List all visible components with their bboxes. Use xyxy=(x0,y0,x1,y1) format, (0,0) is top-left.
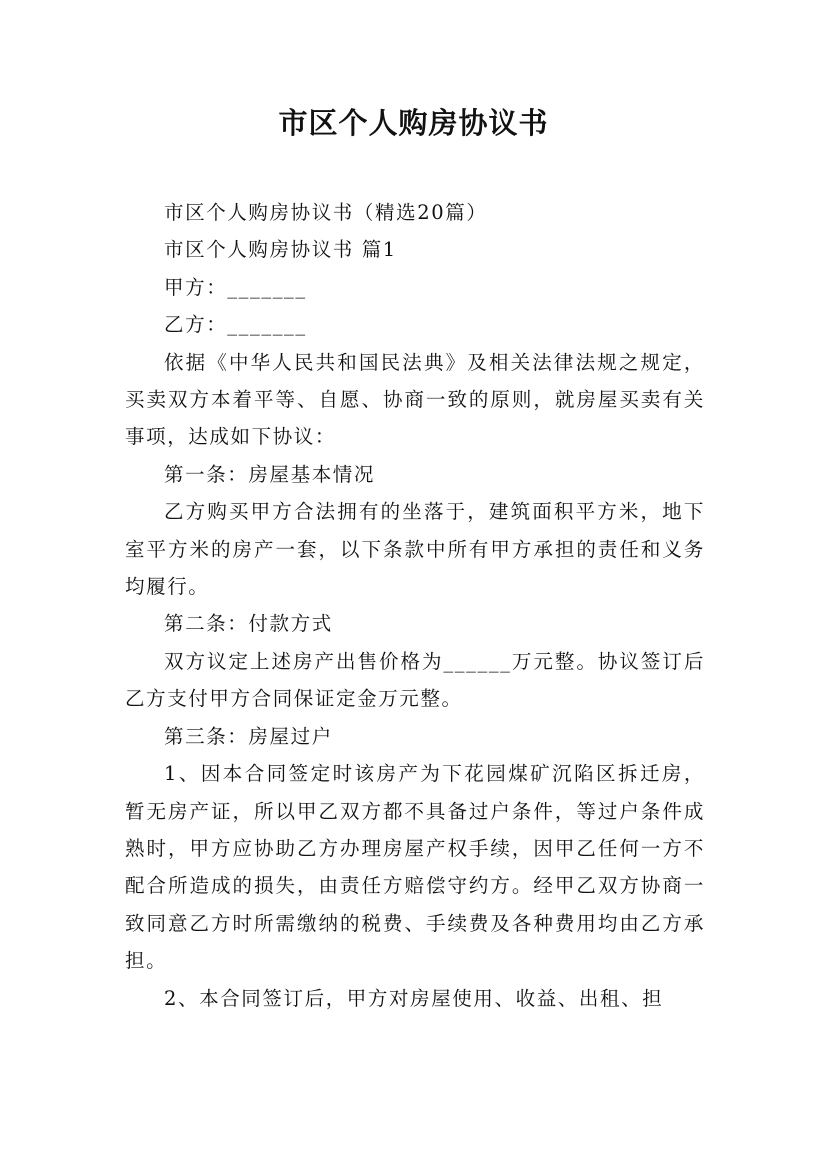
paragraph-section-heading: 市区个人购房协议书 篇1 xyxy=(164,238,397,262)
paragraph-preamble: 依据《中华人民共和国民法典》及相关法律法规之规定，买卖双方本着平等、自愿、协商一致的原则，就房屋买卖有关事项，达成如下协议： xyxy=(125,350,705,449)
paragraph-party-b: 乙方：_______ xyxy=(164,313,307,337)
paragraph-article-3-item-1: 1、因本合同签定时该房产为下花园煤矿沉陷区拆迁房，暂无房产证，所以甲乙双方都不具备过户条件，等过户条件成熟时，甲方应协助乙方办理房屋产权手续，因甲乙任何一方不配合所造成的损失，由责任方赔偿守约方。经甲乙双方协商一致同意乙方时所需缴纳的税费、手续费及各种费用均由乙方承担。 xyxy=(125,762,705,973)
paragraph-article-1-heading: 第一条：房屋基本情况 xyxy=(164,462,376,486)
paragraph-article-2-body: 双方议定上述房产出售价格为______万元整。协议签订后乙方支付甲方合同保证定金万元整。 xyxy=(125,649,705,711)
document-title: 市区个人购房协议书 xyxy=(278,106,549,140)
paragraph-article-2-heading: 第二条：付款方式 xyxy=(164,612,333,636)
paragraph-party-a: 甲方：_______ xyxy=(164,275,307,299)
paragraph-article-1-body: 乙方购买甲方合法拥有的坐落于，建筑面积平方米，地下室平方米的房产一套，以下条款中所有甲方承担的责任和义务均履行。 xyxy=(125,500,705,599)
document-body xyxy=(125,194,705,1017)
paragraph-article-3-heading: 第三条：房屋过户 xyxy=(164,724,333,748)
paragraph-article-3-item-2: 2、本合同签订后，甲方对房屋使用、收益、出租、担 xyxy=(164,986,664,1010)
paragraph-subtitle: 市区个人购房协议书（精选20篇） xyxy=(164,201,488,224)
